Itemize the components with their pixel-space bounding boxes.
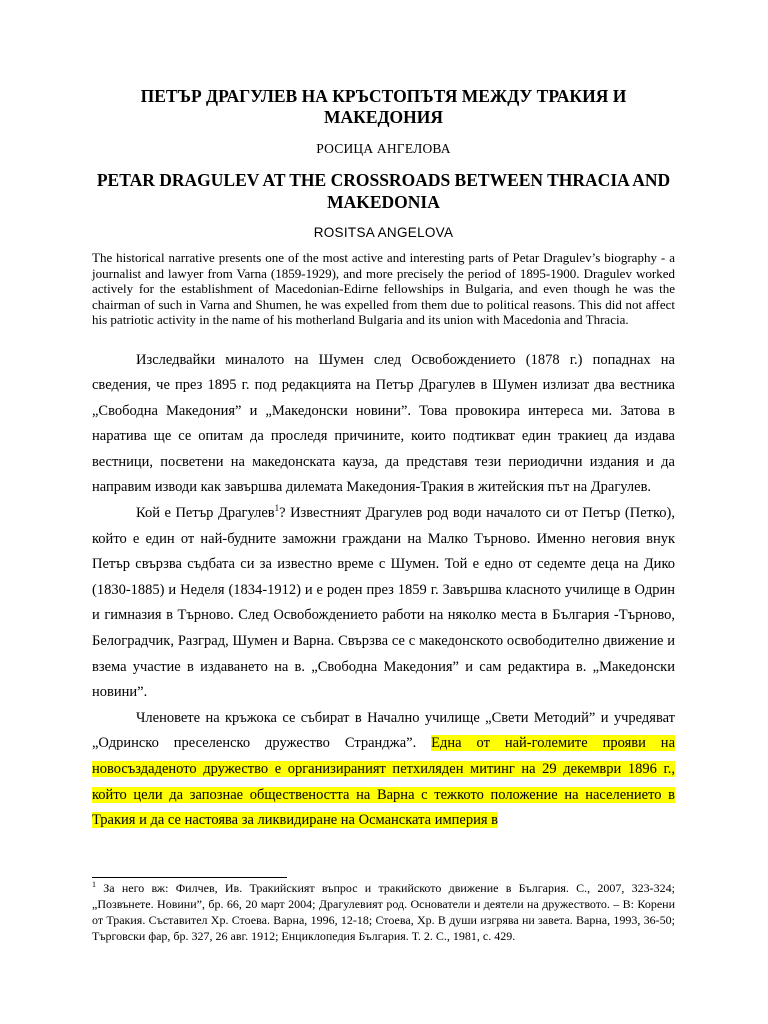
footnote xyxy=(92,880,675,944)
paragraph-2-rest: ? Известният Драгулев род води началото си от Петър (Петко), който е един от най-будните заможни граждани на Малко Търново. Именно неговия внук Петър свързва съдбата си за известно време с Шумен. Той е едно от седемте деца на Дико (1830-1885) и Неделя (1834-1912) и е роден през 1859 г. Завършва класното училище в Одрин и гимназия в Търново. След Освобождението работи на няколко места в България -Търново, Белоградчик, Разград, Шумен и Варна. Свързва се с македонското освободително движение и взема участие в издаването на в. „Свободна Македония” и сам редактира в. „Македонски новини”. xyxy=(92,505,675,701)
title-english: PETAR DRAGULEV AT THE CROSSROADS BETWEEN THRACIA AND MAKEDONIA xyxy=(96,170,671,212)
highlighted-text: Една от най-големите прояви на новосъздаденото дружество е организираният петхиляден митинг на 29 декември 1896 г., който цели да запознае обществеността на Варна с тежкото положение на населението в Тракия и да се настоява за ликвидиране на Османската империя в xyxy=(92,735,676,829)
paragraph-3-text: Членовете на кръжока се събират в Начално училище „Свети Методий” и учредяват „Одринско преселенско дружество Странджа”. xyxy=(92,709,675,752)
paragraph-1: Изследвайки миналото на Шумен след Освобождението (1878 г.) попаднах на сведения, че през 1895 г. под редакцията на Петър Драгулев в Шумен излизат два вестника „Свободна Македония” и „Македонски новини”. Това провокира интереса ми. Затова в наратива ще се опитам да проследя причините, които подтикват един тракиец да издава вестници, посветени на македонската кауза, да представя тези периодични издания и да направим изводи как завършва дилемата Македония-Тракия в житейския път на Драгулев. xyxy=(92,351,675,496)
author-english: ROSITSA ANGELOVA xyxy=(313,225,454,240)
author-bulgarian: РОСИЦА АНГЕЛОВА xyxy=(316,141,451,156)
footnote-reference[interactable]: 1 xyxy=(274,503,280,514)
footnote-separator xyxy=(92,877,287,878)
paragraph-2 xyxy=(92,501,675,706)
footnote-text: За него вж: Филчев, Ив. Тракийският въпрос и тракийското движение в България. С., 2007, 323-324; „Позвънете. Новини”, бр. 66, 20 март 2004; Драгулевият род. Основатели и деятели на дружеството. – В: Корени от Тракия. Съставител Хр. Стоева. Варна, 1996, 12-18; Стоева, Хр. В души изгрява ни завета. Варна, 1993, 36-50; Търговски фар, бр. 327, 26 авг. 1912; Енциклопедия България. Т. 2. С., 1981, с. 429. xyxy=(92,881,676,943)
page-content xyxy=(92,86,675,834)
abstract: The historical narrative presents one of the most active and interesting parts of Petar Dragulev’s biography - a journalist and lawyer from Varna (1859-1929), and more precisely the period of 1895-1900. Dragulev worked actively for the establishment of Macedonian-Edirne fellowships in Bulgaria, and even though he was the chairman of such in Varna and Shumen, he was expelled from them due to political reasons. This did not affect his patriotic activity in the name of his motherland Bulgaria and its union with Macedonia and Thracia. xyxy=(92,250,675,327)
footnote-number: 1 xyxy=(92,880,96,889)
paragraph-2-start: Кой е Петър Драгулев xyxy=(136,505,275,522)
title-bulgarian: ПЕТЪР ДРАГУЛЕВ НА КРЪСТОПЪТЯ МЕЖДУ ТРАКИЯ И МАКЕДОНИЯ xyxy=(140,86,627,127)
paragraph-3 xyxy=(92,706,675,834)
body-text xyxy=(92,348,675,834)
